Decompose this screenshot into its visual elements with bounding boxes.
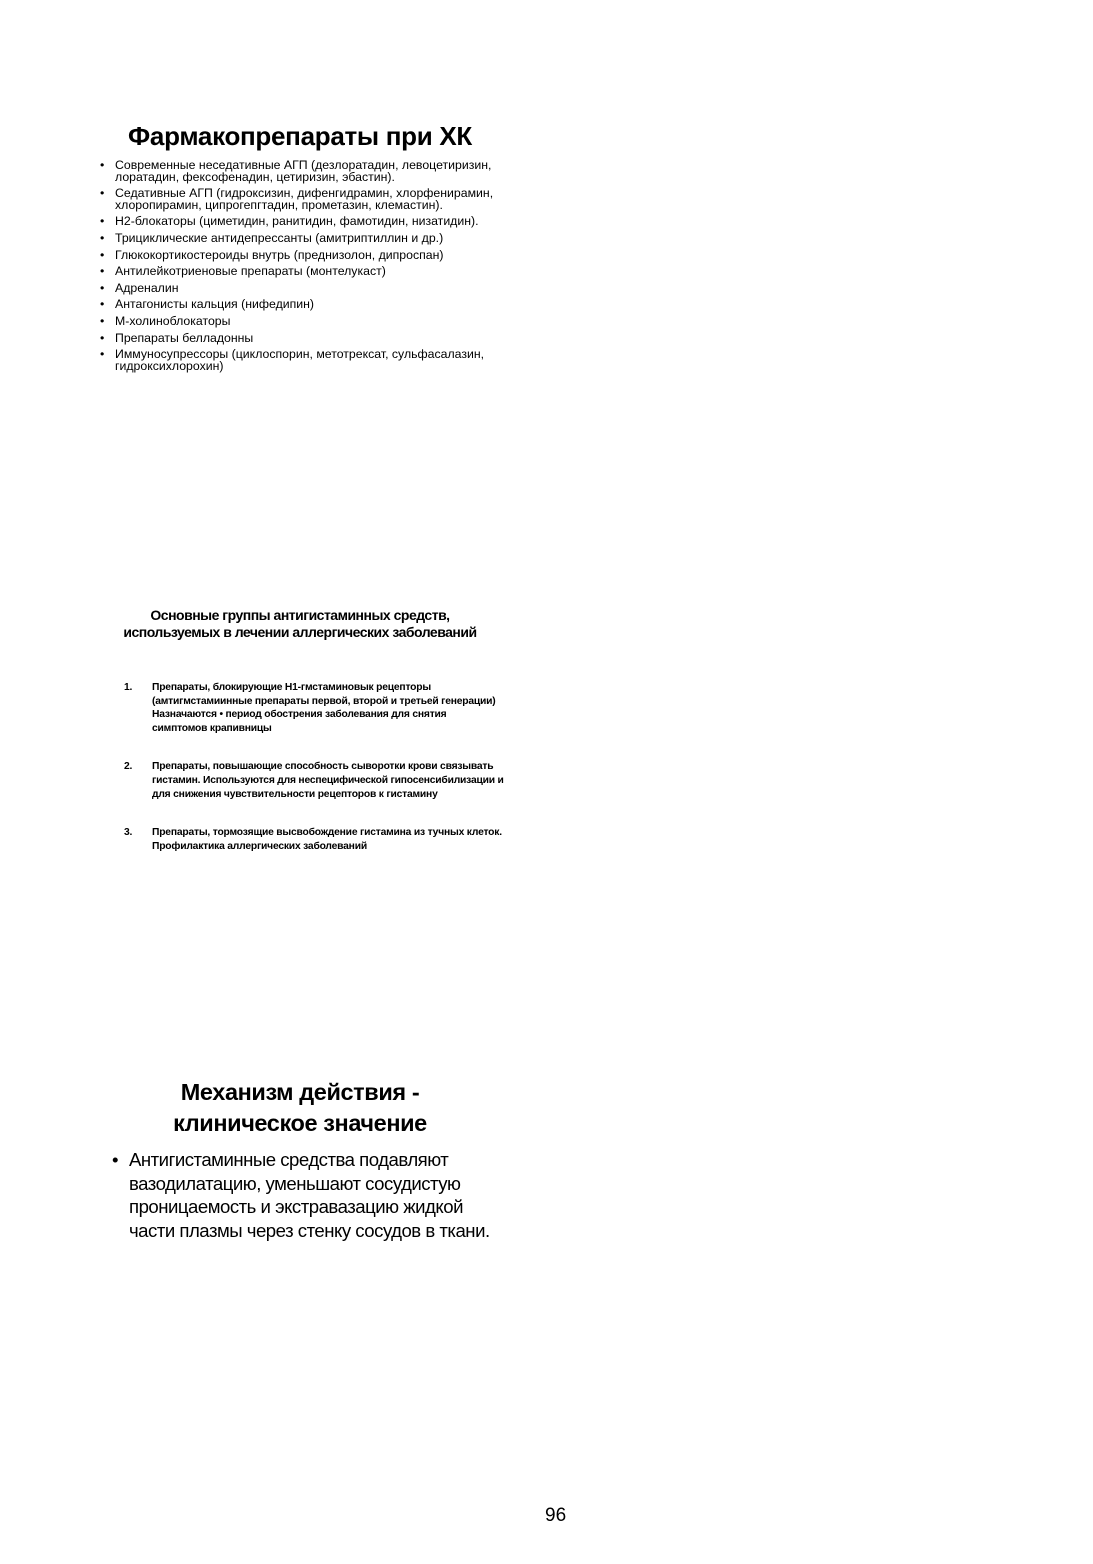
bullet-icon: •	[100, 247, 105, 262]
item-text: Препараты, тормозящие высвобождение гистамина из тучных клеток. Профилактика аллергических заболеваний	[152, 827, 502, 852]
slide3-title	[0, 1077, 600, 1139]
bullet-icon: •	[112, 1149, 119, 1170]
list-item	[124, 681, 504, 735]
slide2-title-line1: Основные группы антигистаминных средств,	[150, 607, 450, 623]
item-text: Препараты, блокирующие Н1-гмстаминовык рецепторы (амтигмстамиинные препараты первой, второй и третьей генерации) Назначаются • период обострения заболевания для снятия симптомов крапивницы	[152, 682, 496, 734]
slide1-title: Фармакопрепараты при ХК	[128, 121, 472, 151]
item-number: 3.	[124, 827, 133, 839]
list-item: • Препараты белладонны	[100, 330, 254, 345]
list-item: • Антилейкотриеновые препараты (монтелукаст)	[100, 264, 386, 279]
list-item: • Трициклические антидепрессанты (амитриптиллин и др.)	[100, 230, 444, 245]
bullet-icon: •	[100, 214, 105, 229]
list-item: • Н2-блокаторы (циметидин, ранитидин, фамотидин, низатидин).	[100, 214, 479, 229]
slide3-title-line2: клиническое значение	[173, 1110, 427, 1136]
slide3-title-line1: Механизм действия -	[180, 1079, 420, 1105]
bullet-icon: •	[100, 186, 105, 201]
list-item: • Антагонисты кальция (нифедипин)	[100, 297, 315, 312]
list-item	[124, 760, 504, 801]
bullet-icon: •	[100, 280, 105, 295]
list-item: • М-холиноблокаторы	[100, 313, 231, 328]
list-item: • Адреналин	[100, 280, 179, 295]
slide3-bullet-list	[112, 1148, 502, 1242]
bullet-icon: •	[100, 330, 105, 345]
item-number: 2.	[124, 761, 133, 773]
bullet-icon: •	[100, 158, 105, 172]
list-item	[124, 826, 504, 853]
bullet-icon: •	[100, 347, 105, 362]
slide2-title	[0, 607, 600, 641]
bullet-icon: •	[100, 264, 105, 279]
item-number: 1.	[124, 682, 133, 693]
list-item: • Глюкокортикостероиды внутрь (преднизолон, дипроспан)	[100, 247, 444, 262]
list-item: • Современные неседативные АГП (дезлоратадин, левоцетиризин, лоратадин, фексофенадин, цетиризин, эбастин).	[100, 158, 492, 184]
slide2-numbered-list	[124, 681, 504, 853]
item-text: Препараты, повышающие способность сыворотки крови связывать гистамин. Используются для неспецифической гипосенсибилизации и для снижения чувствительности рецепторов к гистамину	[152, 761, 504, 800]
slide2-title-line2: используемых в лечении аллергических заболеваний	[123, 624, 477, 640]
list-item: • Седативные АГП (гидроксизин, дифенгидрамин, хлорфенирамин, хлоропирамин, ципрогепгтадин, прометазин, клемастин).	[100, 186, 494, 212]
list-item: • Иммуносупрессоры (циклоспорин, метотрексат, сульфасалазин, гидроксихлорохин)	[100, 347, 485, 373]
item-text: Антигистаминные средства подавляют вазодилатацию, уменьшают сосудистую проницаемость и экстравазацию жидкой части плазмы через стенку сосудов в ткани.	[129, 1149, 490, 1241]
bullet-icon: •	[100, 297, 105, 312]
page-number: 96	[545, 1505, 567, 1526]
bullet-icon: •	[100, 230, 105, 245]
bullet-icon: •	[100, 313, 105, 328]
slide1-bullet-list	[100, 160, 520, 377]
list-item	[112, 1148, 502, 1242]
